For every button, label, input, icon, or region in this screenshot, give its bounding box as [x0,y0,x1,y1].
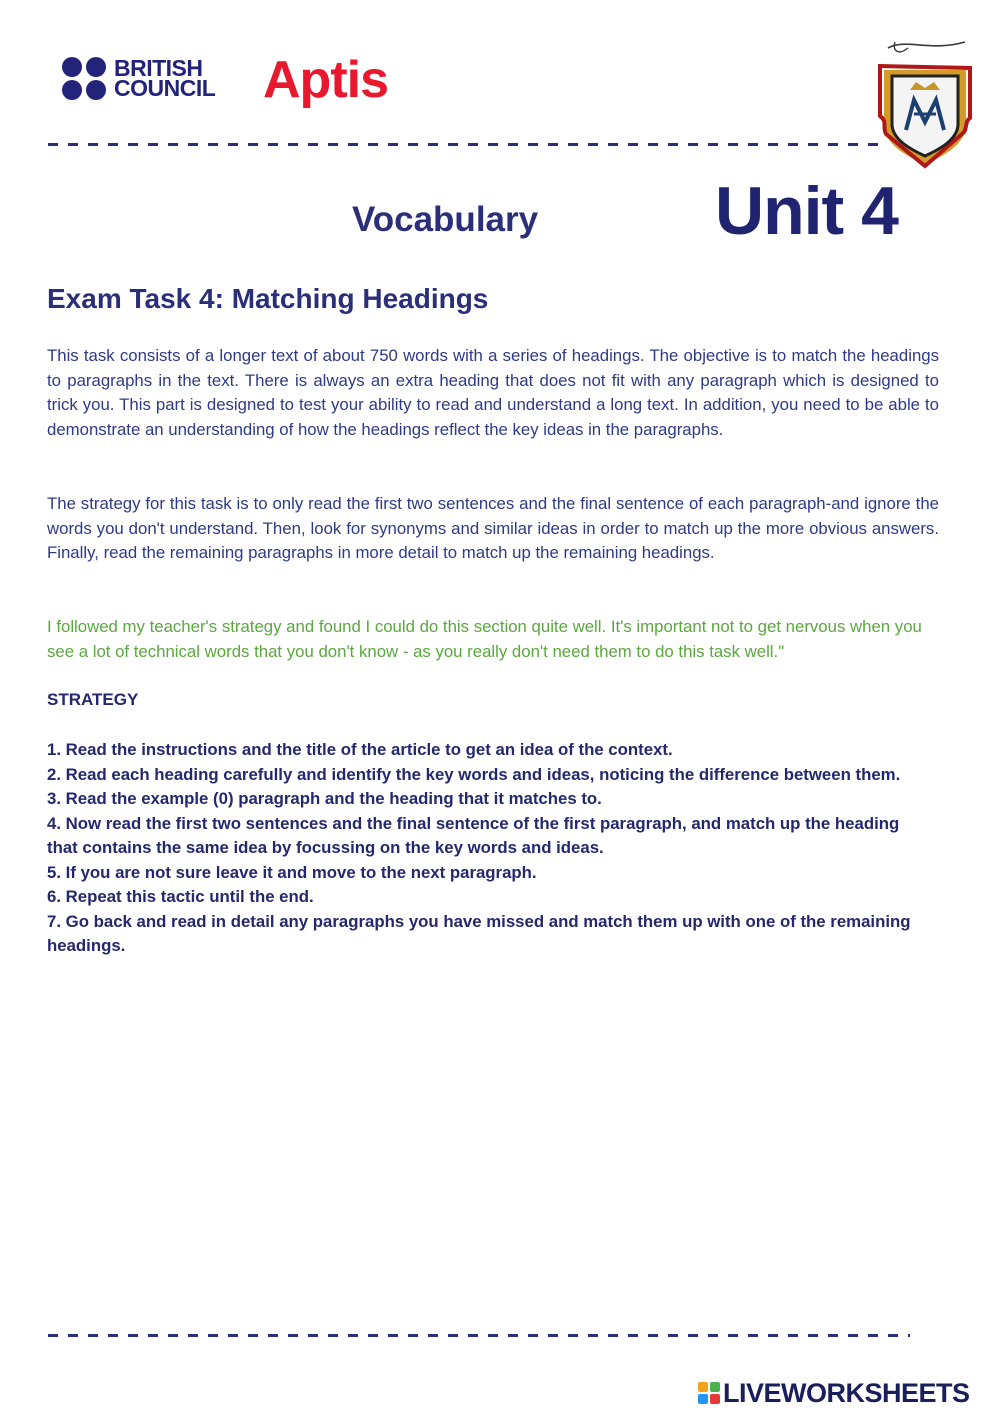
liveworksheets-logo-icon [698,1382,720,1404]
task-description-paragraph: This task consists of a longer text of about 750 words with a series of headings. The objective is to match the headings to paragraphs in the text. There is always an extra heading that does not fit with any paragraph which is designed to trick you. This part is designed to test your ability to read and understand a long text. In addition, you need to be able to demonstrate an understanding of how the headings reflect the key ideas in the paragraphs. [47,346,939,439]
british-council-line1: BRITISH [114,55,203,81]
liveworksheets-wordmark: LIVEWORKSHEETS [723,1377,970,1408]
strategy-heading: STRATEGY [47,690,139,709]
task-heading: Exam Task 4: Matching Headings [47,283,489,314]
top-dashed-divider [48,143,878,146]
strategy-step: 2. Read each heading carefully and identify the key words and ideas, noticing the difference between them. [47,764,901,784]
montfort-crest-icon [870,30,980,170]
strategy-step: 1. Read the instructions and the title of the article to get an idea of the context. [47,740,673,759]
strategy-step: 5. If you are not sure leave it and move to the next paragraph. [47,862,537,882]
british-council-logo-icon [62,57,108,101]
british-council-line2: COUNCIL [114,75,216,101]
strategy-step: 4. Now read the first two sentences and the final sentence of the first paragraph, and match up the heading that contains the same idea by focussing on the key words and ideas. [47,813,900,857]
student-quote: I followed my teacher's strategy and found I could do this section quite well. It's important not to get nervous when you see a lot of technical words that you don't know - as you really don't need them to do this task well." [47,617,922,661]
liveworksheets-brand[interactable] [698,1378,970,1408]
strategy-step: 7. Go back and read in detail any paragraphs you have missed and match them up with one of the remaining headings. [47,911,911,955]
strategy-description-paragraph: The strategy for this task is to only read the first two sentences and the final sentence of each paragraph-and ignore the words you don't understand. Then, look for synonyms and similar ideas in order to match up the more obvious answers. Finally, read the remaining paragraphs in more detail to match up the remaining headings. [47,494,939,563]
aptis-logo: Aptis [263,51,388,109]
british-council-logo-text [114,55,216,101]
strategy-step: 3. Read the example (0) paragraph and the heading that it matches to. [47,789,602,808]
strategy-step: 6. Repeat this tactic until the end. [47,887,314,906]
unit-title: Unit 4 [715,173,898,249]
section-title: Vocabulary [352,200,539,239]
strategy-steps-list [47,738,927,959]
bottom-dashed-divider [48,1334,910,1337]
